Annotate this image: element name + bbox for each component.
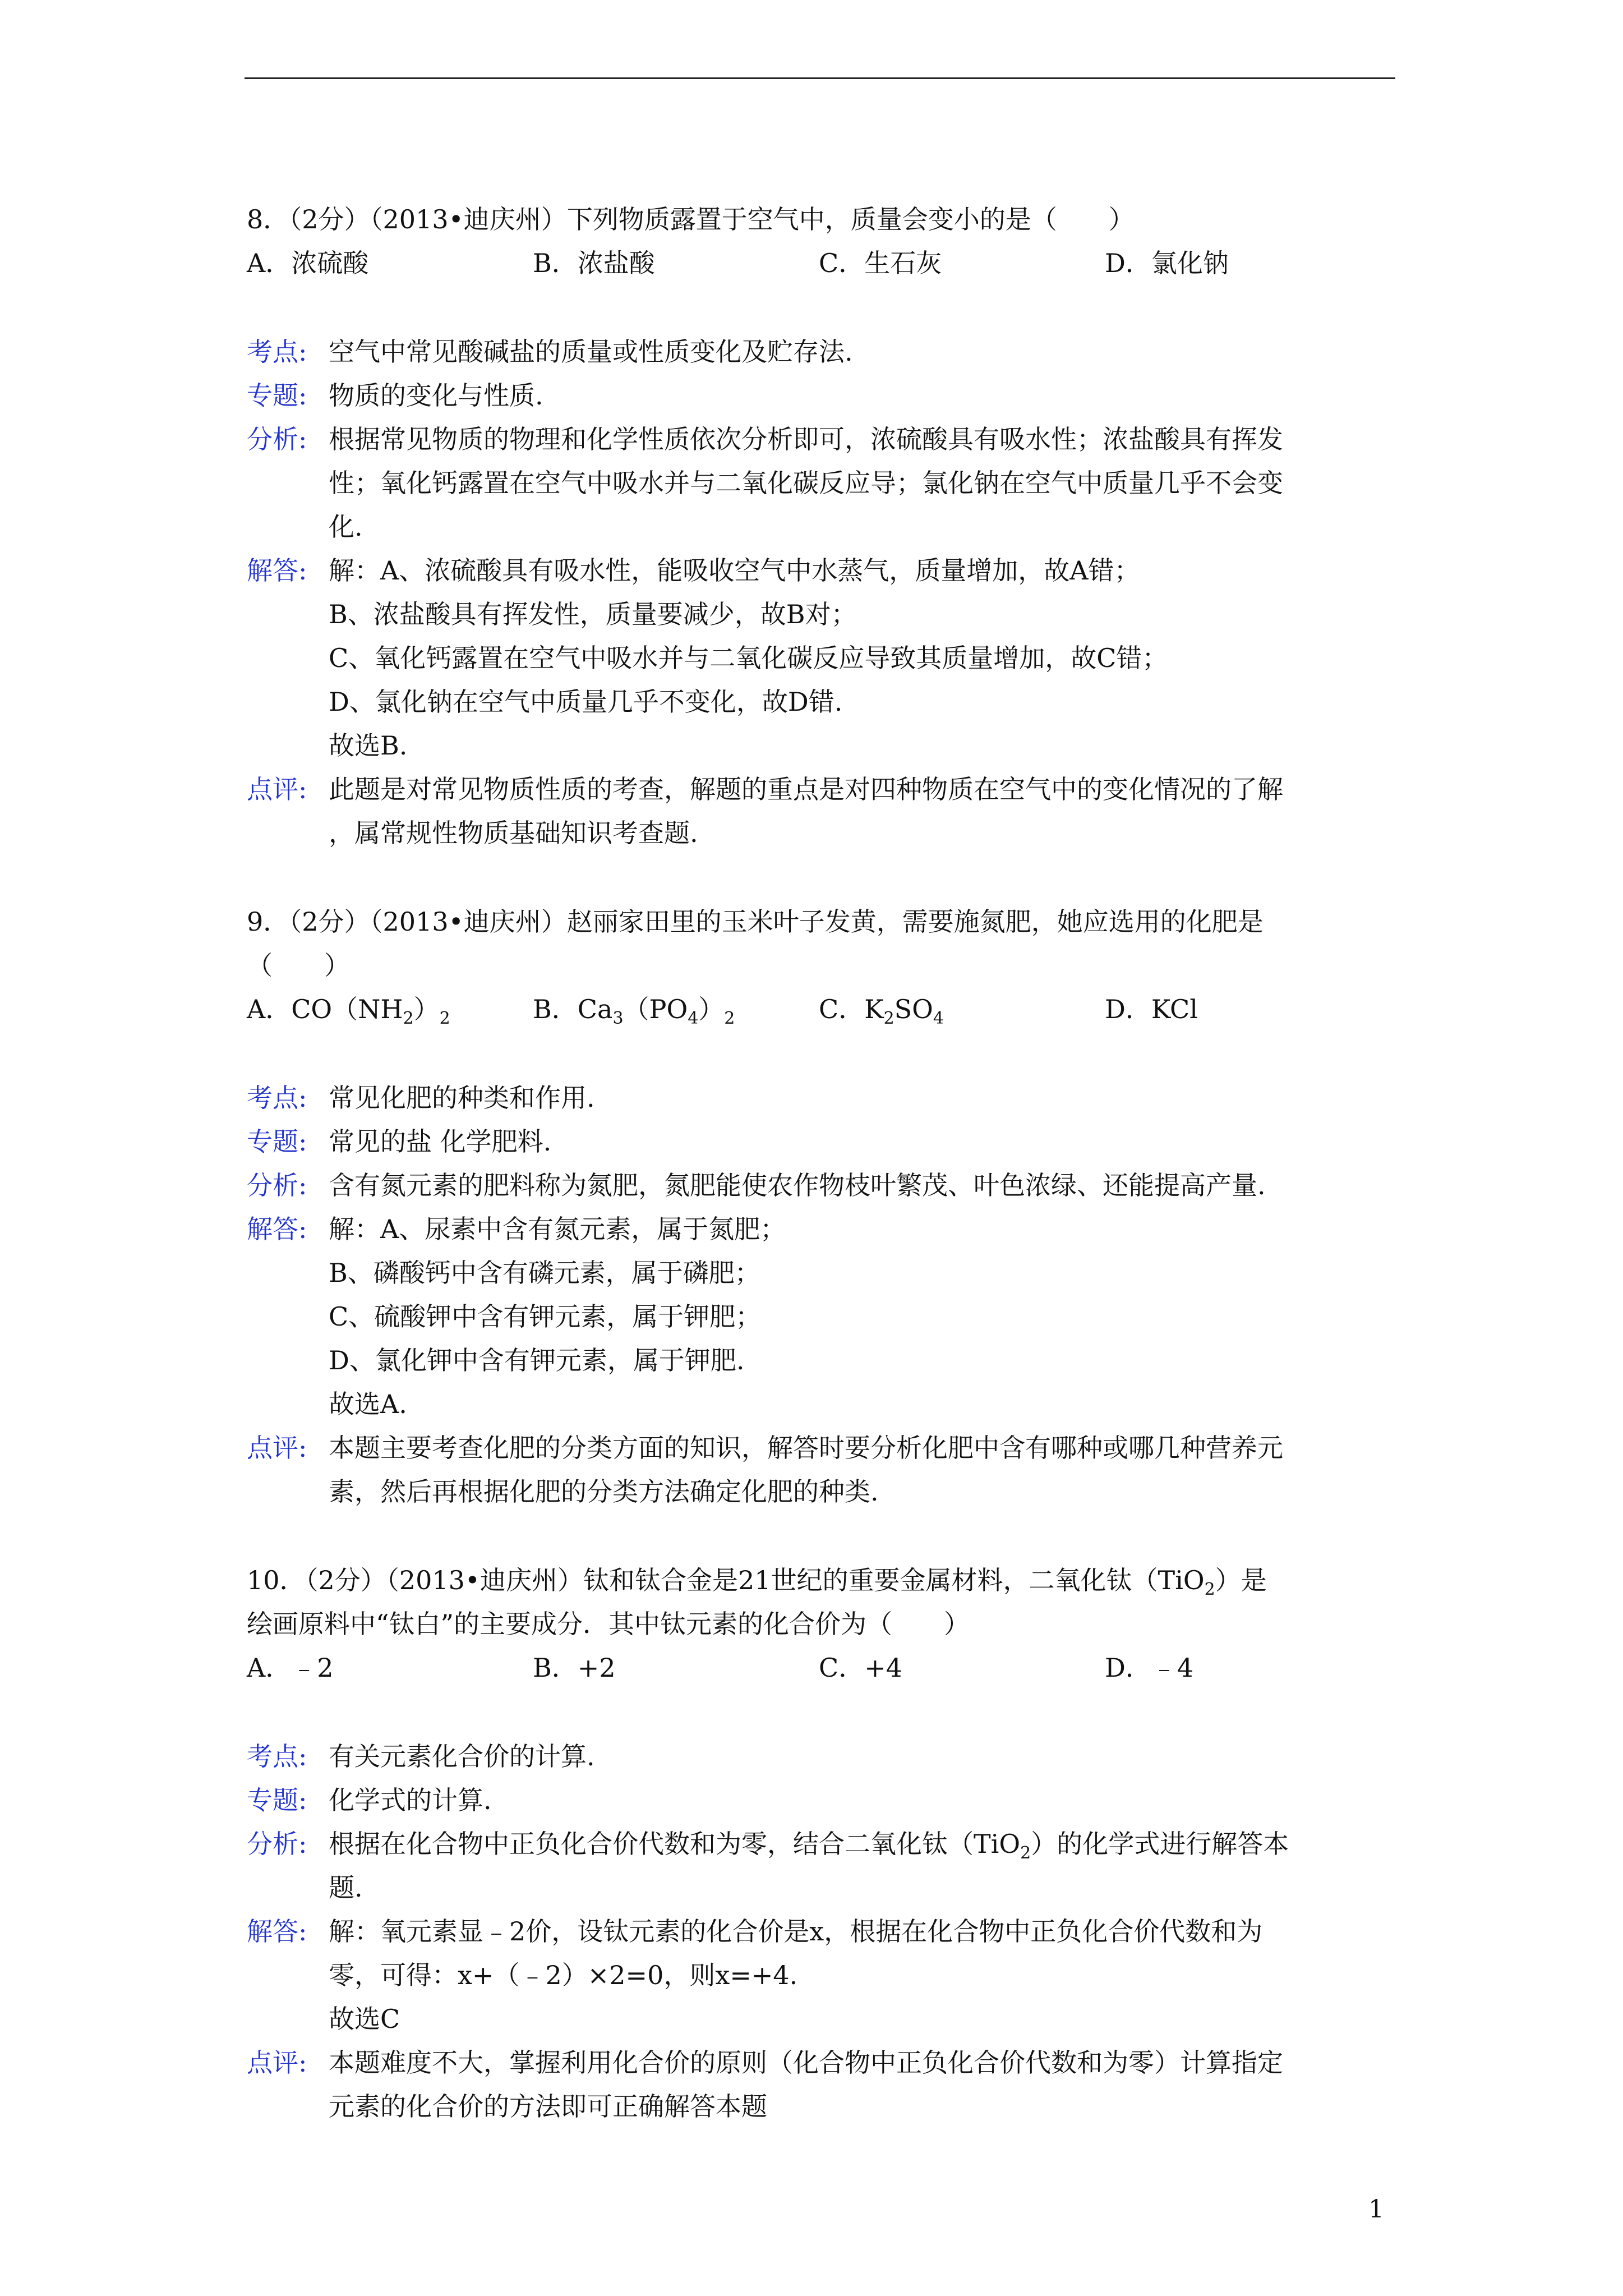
question-stem: 10．（2分）（2013•迪庆州）钛和钛合金是21世纪的重要金属材料，二氧化钛（TiO$_2$）是: [247, 1565, 1267, 1599]
dianping-line: 本题主要考查化肥的分类方面的知识，解答时要分析化肥中含有哪种或哪几种营养元: [329, 1433, 1283, 1463]
jieda-section: [247, 1910, 1391, 2041]
jieda-line: C、氧化钙露置在空气中吸水并与二氧化碳反应导致其质量增加，故C错；: [329, 643, 1168, 673]
jieda-line: 故选C: [329, 2004, 400, 2034]
option-b: B．$Ca_3(PO_4)_2$: [533, 994, 735, 1028]
jieda-label: 解答:: [247, 1916, 307, 1947]
zhuanti-text: 化学式的计算.: [329, 1785, 492, 1815]
dianping-label: 点评:: [247, 2047, 307, 2078]
page-number: 1: [1368, 2195, 1384, 2224]
jieda-line: 解：A、尿素中含有氮元素，属于氮肥；: [329, 1214, 786, 1244]
question-10: [247, 1558, 1391, 2128]
question-stem-cont: 绘画原料中“钛白”的主要成分．其中钛元素的化合价为（ ）: [247, 1609, 970, 1639]
options-row: [247, 1646, 1391, 1690]
zhuanti-section: [247, 374, 1391, 417]
dianping-section: [247, 2041, 1391, 2128]
fenxi-line: 根据常见物质的物理和化学性质依次分析即可，浓硫酸具有吸水性；浓盐酸具有挥发: [329, 424, 1283, 454]
jieda-line: B、浓盐酸具有挥发性，质量要减少，故B对；: [329, 599, 857, 629]
fenxi-line: 题.: [329, 1872, 363, 1903]
option-d: D．氯化钠: [1105, 248, 1229, 278]
fenxi-section: [247, 1163, 1391, 1207]
question-stem-cont: （ ）: [247, 950, 350, 981]
dianping-line: 元素的化合价的方法即可正确解答本题: [329, 2091, 767, 2122]
option-c: C．生石灰: [819, 248, 942, 278]
jieda-label: 解答:: [247, 1214, 307, 1244]
option-d: D．KCl: [1105, 994, 1198, 1024]
dianping-line: 素，然后再根据化肥的分类方法确定化肥的种类.: [329, 1476, 879, 1507]
jieda-section: [247, 1207, 1391, 1426]
dianping-label: 点评:: [247, 1433, 307, 1463]
jieda-line: C、硫酸钾中含有钾元素，属于钾肥；: [329, 1301, 762, 1332]
option-c: C．$K_2SO_4$: [819, 994, 944, 1028]
dianping-line: ，属常规性物质基础知识考查题.: [329, 818, 698, 848]
question-stem: 8．（2分）（2013•迪庆州）下列物质露置于空气中，质量会变小的是（ ）: [247, 204, 1135, 234]
question-stem: 9．（2分）（2013•迪庆州）赵丽家田里的玉米叶子发黄，需要施氮肥，她应选用的化肥是: [247, 907, 1264, 937]
kaodian-text: 有关元素化合价的计算.: [329, 1741, 595, 1772]
fenxi-line: 含有氮元素的肥料称为氮肥，氮肥能使农作物枝叶繁茂、叶色浓绿、还能提高产量.: [329, 1170, 1266, 1200]
zhuanti-text: 物质的变化与性质.: [329, 380, 543, 411]
option-a: A．$CO(NH_2)_2$: [247, 994, 450, 1028]
option-b: B．浓盐酸: [533, 248, 655, 278]
kaodian-text: 空气中常见酸碱盐的质量或性质变化及贮存法.: [329, 337, 853, 367]
fenxi-line: 化.: [329, 512, 363, 542]
dianping-label: 点评:: [247, 774, 307, 804]
zhuanti-section: [247, 1778, 1391, 1822]
question-8: [247, 197, 1391, 855]
header-rule: [245, 77, 1395, 79]
fenxi-label: 分析:: [247, 424, 307, 454]
options-row: [247, 241, 1391, 285]
jieda-line: D、氯化钠在空气中质量几乎不变化，故D错.: [329, 687, 843, 717]
zhuanti-section: [247, 1120, 1391, 1163]
zhuanti-text: 常见的盐 化学肥料.: [329, 1126, 552, 1157]
jieda-line: 解：氧元素显﹣2价，设钛元素的化合价是x，根据在化合物中正负化合价代数和为: [329, 1916, 1263, 1947]
kaodian-label: 考点:: [247, 337, 307, 367]
zhuanti-label: 专题:: [247, 380, 307, 411]
dianping-section: [247, 767, 1391, 855]
kaodian-section: [247, 1076, 1391, 1120]
kaodian-label: 考点:: [247, 1741, 307, 1772]
zhuanti-label: 专题:: [247, 1785, 307, 1815]
options-row: [247, 987, 1391, 1031]
jieda-line: D、氯化钾中含有钾元素，属于钾肥.: [329, 1345, 745, 1375]
dianping-line: 本题难度不大，掌握利用化合价的原则（化合物中正负化合价代数和为零）计算指定: [329, 2047, 1283, 2078]
kaodian-section: [247, 330, 1391, 374]
dianping-section: [247, 1426, 1391, 1513]
jieda-section: [247, 549, 1391, 767]
zhuanti-label: 专题:: [247, 1126, 307, 1157]
jieda-line: 零，可得：x+（﹣2）×2=0，则x=+4.: [329, 1960, 798, 1990]
option-d: D．﹣4: [1105, 1653, 1194, 1683]
option-a: A．﹣2: [247, 1653, 334, 1683]
jieda-line: 故选A.: [329, 1389, 407, 1419]
kaodian-label: 考点:: [247, 1083, 307, 1113]
jieda-label: 解答:: [247, 555, 307, 586]
option-c: C．+4: [819, 1653, 903, 1683]
jieda-line: 故选B.: [329, 730, 408, 761]
fenxi-section: [247, 417, 1391, 549]
kaodian-text: 常见化肥的种类和作用.: [329, 1083, 595, 1113]
question-9: [247, 900, 1391, 1513]
dianping-line: 此题是对常见物质性质的考查，解题的重点是对四种物质在空气中的变化情况的了解: [329, 774, 1283, 804]
fenxi-line: 性；氧化钙露置在空气中吸水并与二氧化碳反应导；氯化钠在空气中质量几乎不会变: [329, 468, 1283, 498]
jieda-line: B、磷酸钙中含有磷元素，属于磷肥；: [329, 1258, 760, 1288]
kaodian-section: [247, 1734, 1391, 1778]
option-a: A．浓硫酸: [247, 248, 369, 278]
fenxi-label: 分析:: [247, 1170, 307, 1200]
jieda-line: 解：A、浓硫酸具有吸水性，能吸收空气中水蒸气，质量增加，故A错；: [329, 555, 1140, 586]
document-body: [247, 197, 1391, 2128]
fenxi-line: 根据在化合物中正负化合价代数和为零，结合二氧化钛（TiO$_2$）的化学式进行解答本: [329, 1829, 1289, 1863]
option-b: B．+2: [533, 1653, 616, 1683]
fenxi-section: [247, 1822, 1391, 1910]
fenxi-label: 分析:: [247, 1829, 307, 1859]
